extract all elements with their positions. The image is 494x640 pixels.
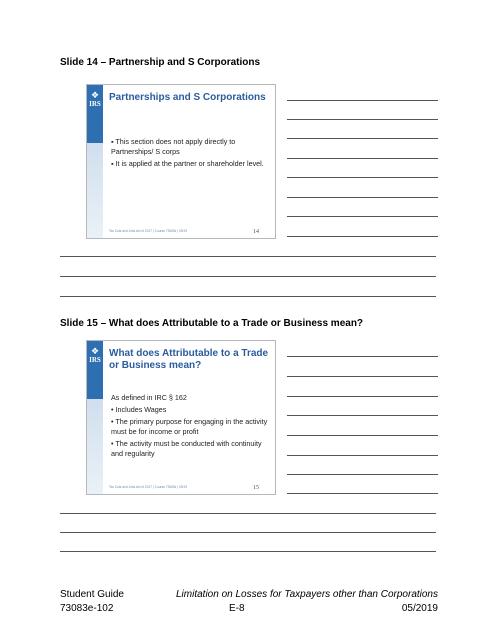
slide-number: 14 xyxy=(253,229,259,235)
note-line xyxy=(287,177,438,178)
irs-logo: ❖ IRS xyxy=(89,90,101,108)
slide-14-thumbnail xyxy=(86,84,276,239)
note-line xyxy=(60,296,436,297)
bullet-item: • The activity must be conducted with continuity and regularity xyxy=(111,439,262,458)
bullet-item: • Includes Wages xyxy=(111,405,167,414)
note-line xyxy=(287,376,438,377)
note-line xyxy=(60,256,436,257)
eagle-icon: ❖ xyxy=(90,90,100,100)
footer-document-title: Limitation on Losses for Taxpayers other than Corporations xyxy=(176,589,438,600)
slide-title: Partnerships and S Corporations xyxy=(109,92,266,103)
footer-page-number: E-8 xyxy=(229,603,245,614)
note-line xyxy=(287,158,438,159)
slide-intro: As defined in IRC § 162 xyxy=(111,393,187,402)
slide-title: What does Attributable to a Trade or Business mean? xyxy=(109,348,269,371)
irs-logo: ❖ IRS xyxy=(89,346,101,364)
note-line xyxy=(60,532,436,533)
note-line xyxy=(287,197,438,198)
footer-date: 05/2019 xyxy=(401,603,438,614)
slide-footer: Tax Cuts and Jobs Act of 2017 | Course 73083e | 05/19 xyxy=(109,229,188,233)
note-line xyxy=(287,216,438,217)
note-line xyxy=(287,435,438,436)
slide-body xyxy=(111,393,269,461)
note-line xyxy=(287,493,438,494)
slide-15-heading: Slide 15 – What does Attributable to a Trade or Business mean? xyxy=(60,318,364,329)
footer-course-code: 73083e-102 xyxy=(60,603,114,614)
bullet-item: ▪ This section does not apply directly to Partnerships/ S corps xyxy=(111,137,236,156)
note-line xyxy=(287,396,438,397)
slide-body xyxy=(111,137,269,171)
note-line xyxy=(60,513,436,514)
note-line xyxy=(287,119,438,120)
note-line xyxy=(287,138,438,139)
note-line xyxy=(287,474,438,475)
note-line xyxy=(60,551,436,552)
slide-15-thumbnail xyxy=(86,340,276,495)
slide-number: 15 xyxy=(253,485,259,491)
bullet-item: • The primary purpose for engaging in the activity must be for income or profit xyxy=(111,417,268,436)
note-line xyxy=(287,356,438,357)
bullet-item: ▪ It is applied at the partner or shareholder level. xyxy=(111,159,264,168)
slide-footer: Tax Cuts and Jobs Act of 2017 | Course 73083e | 05/19 xyxy=(109,485,188,489)
eagle-icon: ❖ xyxy=(90,346,100,356)
slide-14-heading: Slide 14 – Partnership and S Corporations xyxy=(60,57,261,68)
footer-guide-label: Student Guide xyxy=(60,589,124,600)
note-line xyxy=(287,100,438,101)
note-line xyxy=(60,276,436,277)
note-line xyxy=(287,415,438,416)
note-line xyxy=(287,236,438,237)
note-line xyxy=(287,455,438,456)
